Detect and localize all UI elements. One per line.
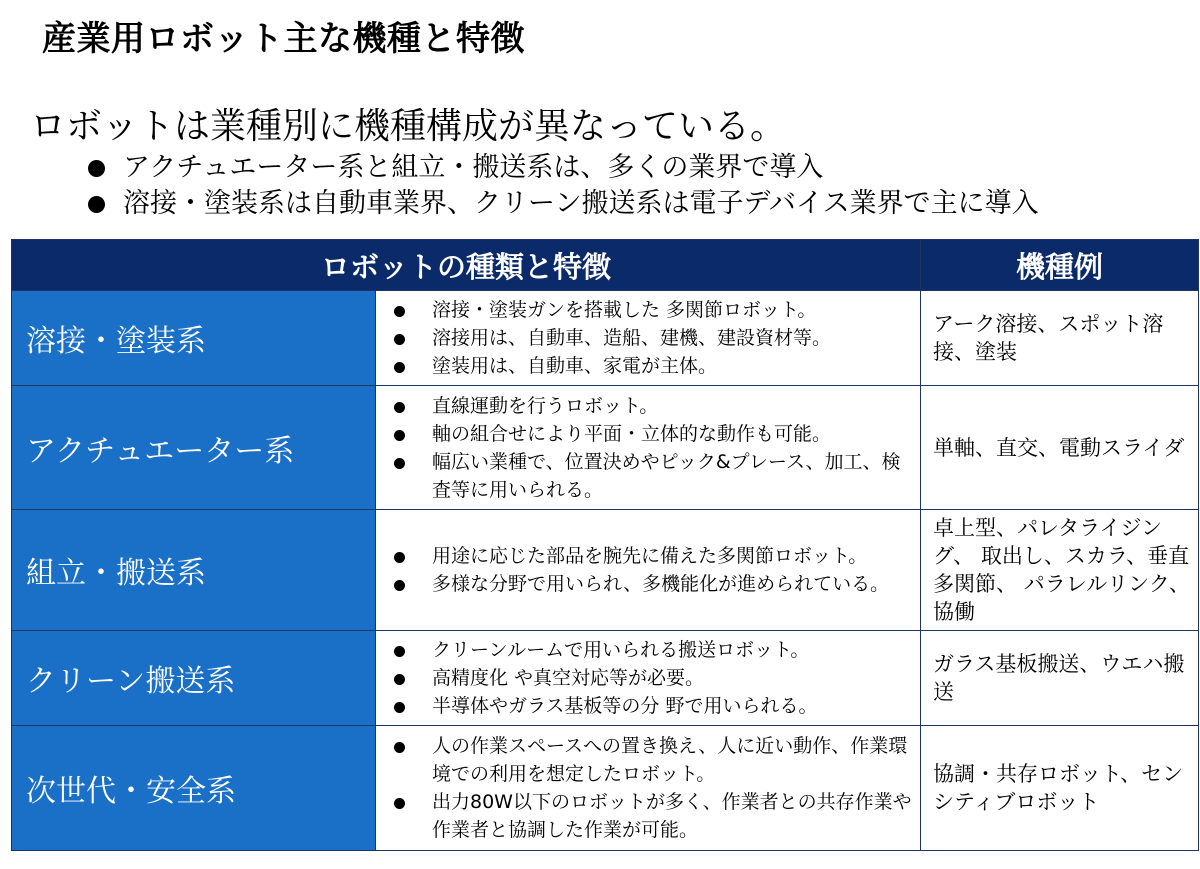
header-examples: 機種例 (921, 240, 1199, 291)
robot-types-table (11, 239, 1199, 851)
feature-item: 溶接用は、自動車、造船、建機、建設資材等。 (386, 324, 914, 352)
examples-cell: 卓上型、パレタライジング、 取出し、スカラ、垂直多関節、 パラレルリンク、協働 (921, 510, 1199, 631)
page-title: 産業用ロボット主な機種と特徴 (42, 19, 525, 59)
features-list (386, 732, 914, 844)
feature-item: 軸の組合せにより平面・立体的な動作も可能。 (386, 420, 914, 448)
summary-bullet-text: アクチュエーター系と組立・搬送系は、多くの業界で導入 (123, 152, 824, 183)
features-cell (376, 726, 921, 851)
category-cell: 組立・搬送系 (12, 510, 376, 631)
features-list (386, 296, 914, 380)
feature-item: 用途に応じた部品を腕先に備えた多関節ロボット。 (386, 542, 914, 570)
feature-item: 塗装用は、自動車、家電が主体。 (386, 352, 914, 380)
table-row (12, 726, 1199, 851)
features-list (386, 636, 914, 720)
feature-item: クリーンルームで用いられる搬送ロボット。 (386, 636, 914, 664)
summary-bullet-text: 溶接・塗装系は自動車業界、クリーン搬送系は電子デバイス業界で主に導入 (123, 188, 1039, 219)
examples-cell: アーク溶接、スポット溶接、塗装 (921, 291, 1199, 386)
feature-item: 人の作業スペースへの置き換え、人に近い動作、作業環境での利用を想定したロボット。 (386, 732, 914, 788)
category-cell: 溶接・塗装系 (12, 291, 376, 386)
features-cell (376, 291, 921, 386)
features-list (386, 392, 914, 504)
features-list (386, 542, 914, 598)
table-row (12, 291, 1199, 386)
category-cell: クリーン搬送系 (12, 631, 376, 726)
features-cell (376, 510, 921, 631)
feature-item: 出力80W以下のロボットが多く、作業者との共存作業や作業者と協調した作業が可能。 (386, 788, 914, 844)
table-row (12, 386, 1199, 510)
feature-item: 直線運動を行うロボット。 (386, 392, 914, 420)
bullet-icon (88, 160, 105, 177)
lead-statement: ロボットは業種別に機種構成が異なっている。 (30, 106, 787, 147)
feature-item: 半導体やガラス基板等の分 野で用いられる。 (386, 692, 914, 720)
examples-cell: 単軸、直交、電動スライダ (921, 386, 1199, 510)
bullet-icon (88, 196, 105, 213)
features-cell (376, 631, 921, 726)
table-header-row (12, 240, 1199, 291)
examples-cell: ガラス基板搬送、ウエハ搬送 (921, 631, 1199, 726)
category-cell: アクチュエーター系 (12, 386, 376, 510)
feature-item: 高精度化 や真空対応等が必要。 (386, 664, 914, 692)
category-cell: 次世代・安全系 (12, 726, 376, 851)
feature-item: 幅広い業種で、位置決めやピック&プレース、加工、検査等に用いられる。 (386, 448, 914, 504)
table-row (12, 510, 1199, 631)
summary-bullet (88, 186, 1039, 222)
header-types-features: ロボットの種類と特徴 (12, 240, 921, 291)
feature-item: 溶接・塗装ガンを搭載した 多関節ロボット。 (386, 296, 914, 324)
summary-bullets (88, 150, 1039, 222)
examples-cell: 協調・共存ロボット、センシティブロボット (921, 726, 1199, 851)
feature-item: 多様な分野で用いられ、多機能化が進められている。 (386, 570, 914, 598)
table-row (12, 631, 1199, 726)
summary-bullet (88, 150, 1039, 186)
features-cell (376, 386, 921, 510)
